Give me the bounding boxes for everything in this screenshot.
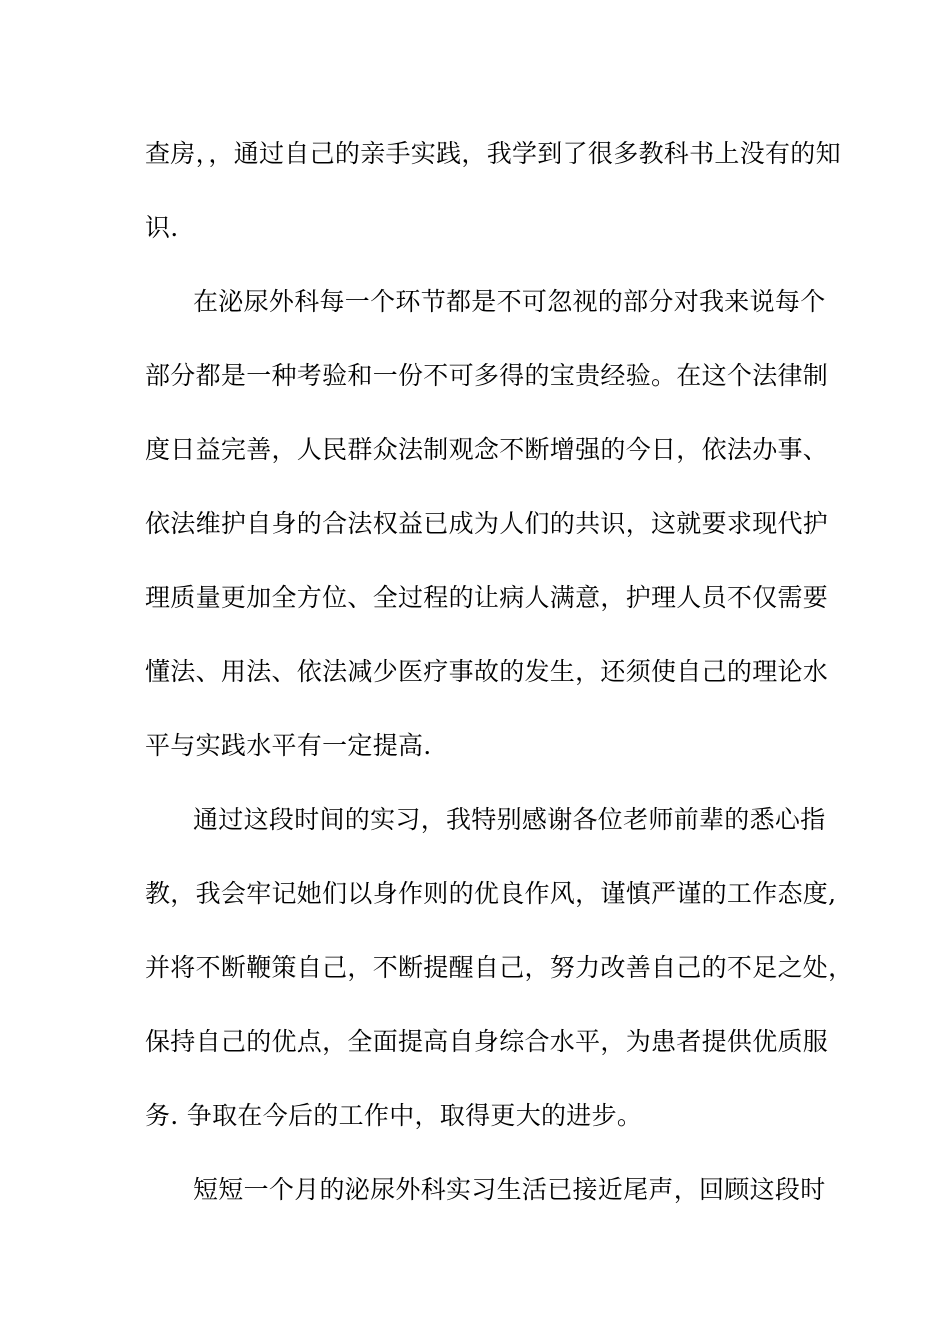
text-line: 务. 争取在今后的工作中，取得更大的进步。 <box>145 1101 643 1130</box>
paragraph-first-line: 短短一个月的泌尿外科实习生活已接近尾声，回顾这段时 <box>193 1175 826 1204</box>
paragraph-first-line: 通过这段时间的实习，我特别感谢各位老师前辈的悉心指 <box>193 805 826 834</box>
text-line: 保持自己的优点，全面提高自身综合水平，为患者提供优质服 <box>145 1027 829 1056</box>
text-line: 理质量更加全方位、全过程的让病人满意，护理人员不仅需要 <box>145 583 829 612</box>
text-line: 查房，，通过自己的亲手实践，我学到了很多教科书上没有的知 <box>145 139 841 168</box>
text-line: 平与实践水平有一定提高. <box>145 731 432 760</box>
paragraph-first-line: 在泌尿外科每一个环节都是不可忽视的部分对我来说每个 <box>193 287 826 316</box>
text-line: 懂法、用法、依法减少医疗事故的发生，还须使自己的理论水 <box>145 657 829 686</box>
text-line: 并将不断鞭策自己，不断提醒自己，努力改善自己的不足之处， <box>145 953 854 982</box>
text-line: 识. <box>145 213 179 242</box>
text-line: 依法维护自身的合法权益已成为人们的共识，这就要求现代护 <box>145 509 829 538</box>
text-line: 教，我会牢记她们以身作则的优良作风，谨慎严谨的工作态度, <box>145 879 837 908</box>
text-line: 部分都是一种考验和一份不可多得的宝贵经验。在这个法律制 <box>145 361 829 390</box>
text-line: 度日益完善，人民群众法制观念不断增强的今日，依法办事、 <box>145 435 829 464</box>
